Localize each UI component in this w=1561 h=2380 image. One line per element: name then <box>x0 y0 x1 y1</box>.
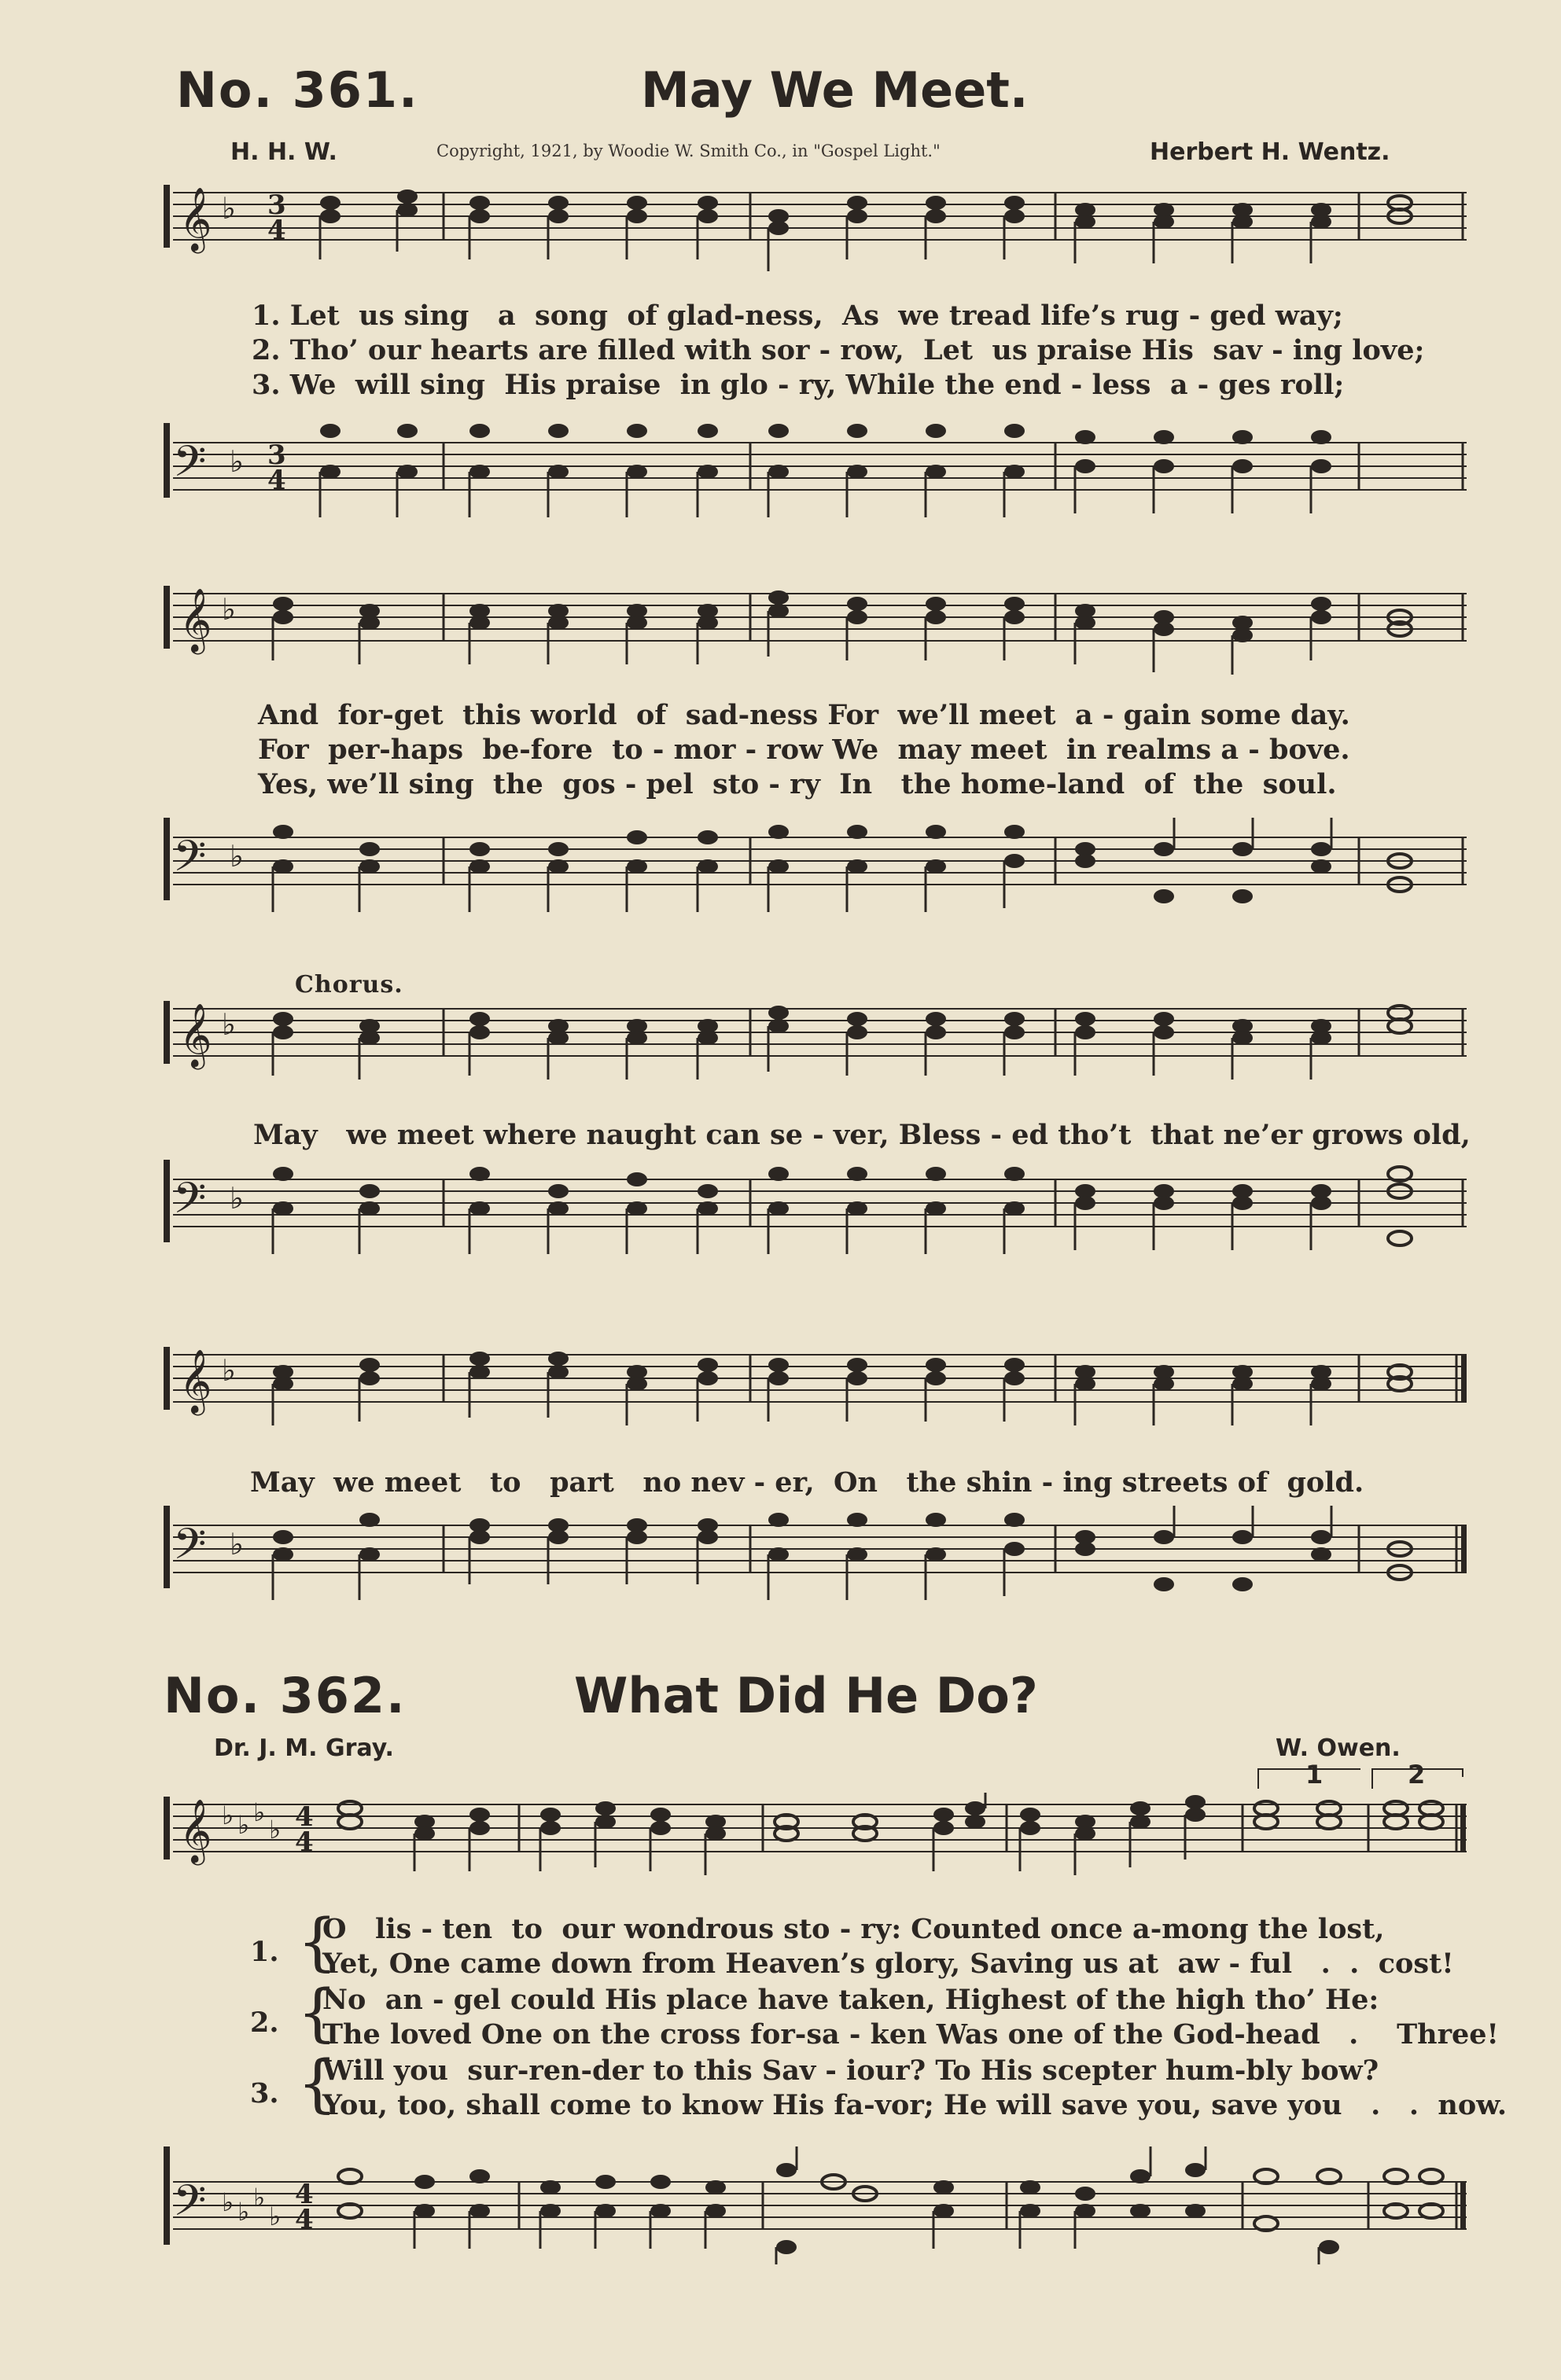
verse-number: 1. <box>250 1936 279 1968</box>
verse-lyrics-system-2 <box>258 698 1469 802</box>
svg-text:♭: ♭ <box>222 1801 234 1830</box>
svg-text:𝄞: 𝄞 <box>179 587 212 652</box>
treble-staff <box>157 997 1471 1091</box>
svg-text:♭: ♭ <box>230 444 244 479</box>
verse-lyrics-system-1 <box>252 299 1463 403</box>
svg-text:4: 4 <box>267 215 286 246</box>
svg-text:♭: ♭ <box>222 191 236 226</box>
hymn-author: Dr. J. M. Gray. <box>214 1734 394 1762</box>
lyric-line: 2. Tho’ our hearts are filled with sor - row, Let us praise His sav - ing love; <box>252 334 1425 366</box>
svg-text:♭: ♭ <box>222 1353 236 1388</box>
ending-brackets <box>1243 1761 1478 1793</box>
bass-staff <box>157 2146 1471 2264</box>
svg-text:4: 4 <box>295 2204 314 2235</box>
second-ending-label: 2 <box>1408 1760 1426 1790</box>
svg-text:4: 4 <box>295 1801 314 1833</box>
svg-text:♭: ♭ <box>253 1797 266 1827</box>
chorus-lyrics-line-1 <box>253 1118 1471 1153</box>
lyric-line: May we meet to part no nev - er, On the shin - ing streets of gold. <box>250 1466 1364 1499</box>
svg-text:♭: ♭ <box>269 1815 282 1845</box>
svg-text:♭: ♭ <box>222 592 236 627</box>
svg-text:4: 4 <box>295 2179 314 2210</box>
svg-text:𝄞: 𝄞 <box>179 1002 212 1067</box>
lyric-line: 1. Let us sing a song of glad-ness, As we tread life’s rug - ged way; <box>252 300 1343 332</box>
copyright-notice: Copyright, 1921, by Woodie W. Smith Co., in "Gospel Light." <box>436 142 941 160</box>
bass-staff <box>157 1160 1471 1270</box>
lyric-line: No an - gel could His place have taken, Highest of the high tho’ He: <box>322 1984 1379 2016</box>
chorus-label: Chorus. <box>295 971 403 999</box>
hymn-number: No. 362. <box>164 1667 407 1724</box>
treble-staff <box>157 582 1471 676</box>
lyric-line: May we meet where naught can se - ver, Bless - ed tho’t that ne’er grows old, <box>253 1119 1471 1151</box>
svg-text:4: 4 <box>267 465 286 496</box>
hymn-author: H. H. W. <box>230 138 337 166</box>
svg-text:♭: ♭ <box>237 2197 250 2227</box>
treble-staff <box>157 181 1471 275</box>
svg-text:𝄢: 𝄢 <box>173 1173 207 1234</box>
lyric-line: And for-get this world of sad-ness For we’ll meet a - gain some day. <box>258 699 1350 731</box>
svg-text:𝄢: 𝄢 <box>173 831 207 892</box>
svg-text:♭: ♭ <box>222 2187 234 2217</box>
svg-text:♭: ♭ <box>230 839 244 874</box>
svg-text:♭: ♭ <box>230 1527 244 1562</box>
first-ending-label: 1 <box>1305 1760 1324 1790</box>
verse-brace: { <box>297 1976 337 2049</box>
verse-brace: { <box>297 2047 337 2120</box>
verse-2-lyrics <box>322 1983 1533 2052</box>
lyric-line: O lis - ten to our wondrous sto - ry: Counted once a-mong the lost, <box>322 1913 1385 1945</box>
hymn-362-header <box>157 1667 1447 1738</box>
svg-text:♭: ♭ <box>269 2202 282 2231</box>
verse-number: 3. <box>250 2077 279 2110</box>
treble-staff <box>157 1343 1471 1437</box>
lyric-line: For per-haps be-fore to - mor - row We may meet in realms a - bove. <box>258 734 1350 766</box>
bass-staff <box>157 423 1471 533</box>
svg-text:4: 4 <box>295 1826 314 1858</box>
hymn-composer: Herbert H. Wentz. <box>1150 138 1390 166</box>
lyric-line: Yes, we’ll sing the gos - pel sto - ry In the home-land of the soul. <box>258 768 1337 800</box>
chorus-lyrics-line-2 <box>250 1466 1461 1500</box>
svg-text:𝄢: 𝄢 <box>173 2176 207 2236</box>
bass-staff <box>157 1506 1471 1616</box>
verse-number: 2. <box>250 2007 279 2039</box>
svg-text:♭: ♭ <box>253 2183 266 2213</box>
lyric-line: Will you sur-ren-der to this Sav - iour? To His scepter hum-bly bow? <box>322 2054 1379 2087</box>
svg-text:3: 3 <box>267 440 286 471</box>
lyric-line: The loved One on the cross for-sa - ken Was one of the God-head . Three! <box>322 2018 1499 2051</box>
svg-text:𝄞: 𝄞 <box>179 1348 212 1413</box>
treble-staff <box>157 1793 1471 1887</box>
svg-text:𝄢: 𝄢 <box>173 1519 207 1580</box>
svg-text:𝄞: 𝄞 <box>179 1798 212 1863</box>
lyric-line: You, too, shall come to know His fa-vor; He will save you, save you . . now. <box>322 2089 1508 2121</box>
hymn-composer: W. Owen. <box>1276 1734 1401 1762</box>
bass-staff <box>157 818 1471 928</box>
verse-1-lyrics <box>322 1912 1533 1981</box>
hymn-title: What Did He Do? <box>574 1667 1038 1724</box>
hymn-title: May We Meet. <box>641 61 1029 119</box>
verse-brace: { <box>297 1905 337 1978</box>
svg-text:3: 3 <box>267 189 286 221</box>
verse-3-lyrics <box>322 2054 1533 2123</box>
svg-text:𝄢: 𝄢 <box>173 436 207 497</box>
svg-text:♭: ♭ <box>230 1181 244 1216</box>
hymn-361-header <box>157 61 1447 132</box>
svg-text:♭: ♭ <box>222 1007 236 1042</box>
lyric-line: 3. We will sing His praise in glo - ry, While the end - less a - ges roll; <box>252 369 1345 401</box>
svg-text:𝄞: 𝄞 <box>179 186 212 251</box>
svg-text:♭: ♭ <box>237 1810 250 1840</box>
lyric-line: Yet, One came down from Heaven’s glory, Saving us at aw - ful . . cost! <box>322 1948 1454 1980</box>
hymn-number: No. 361. <box>176 61 419 119</box>
